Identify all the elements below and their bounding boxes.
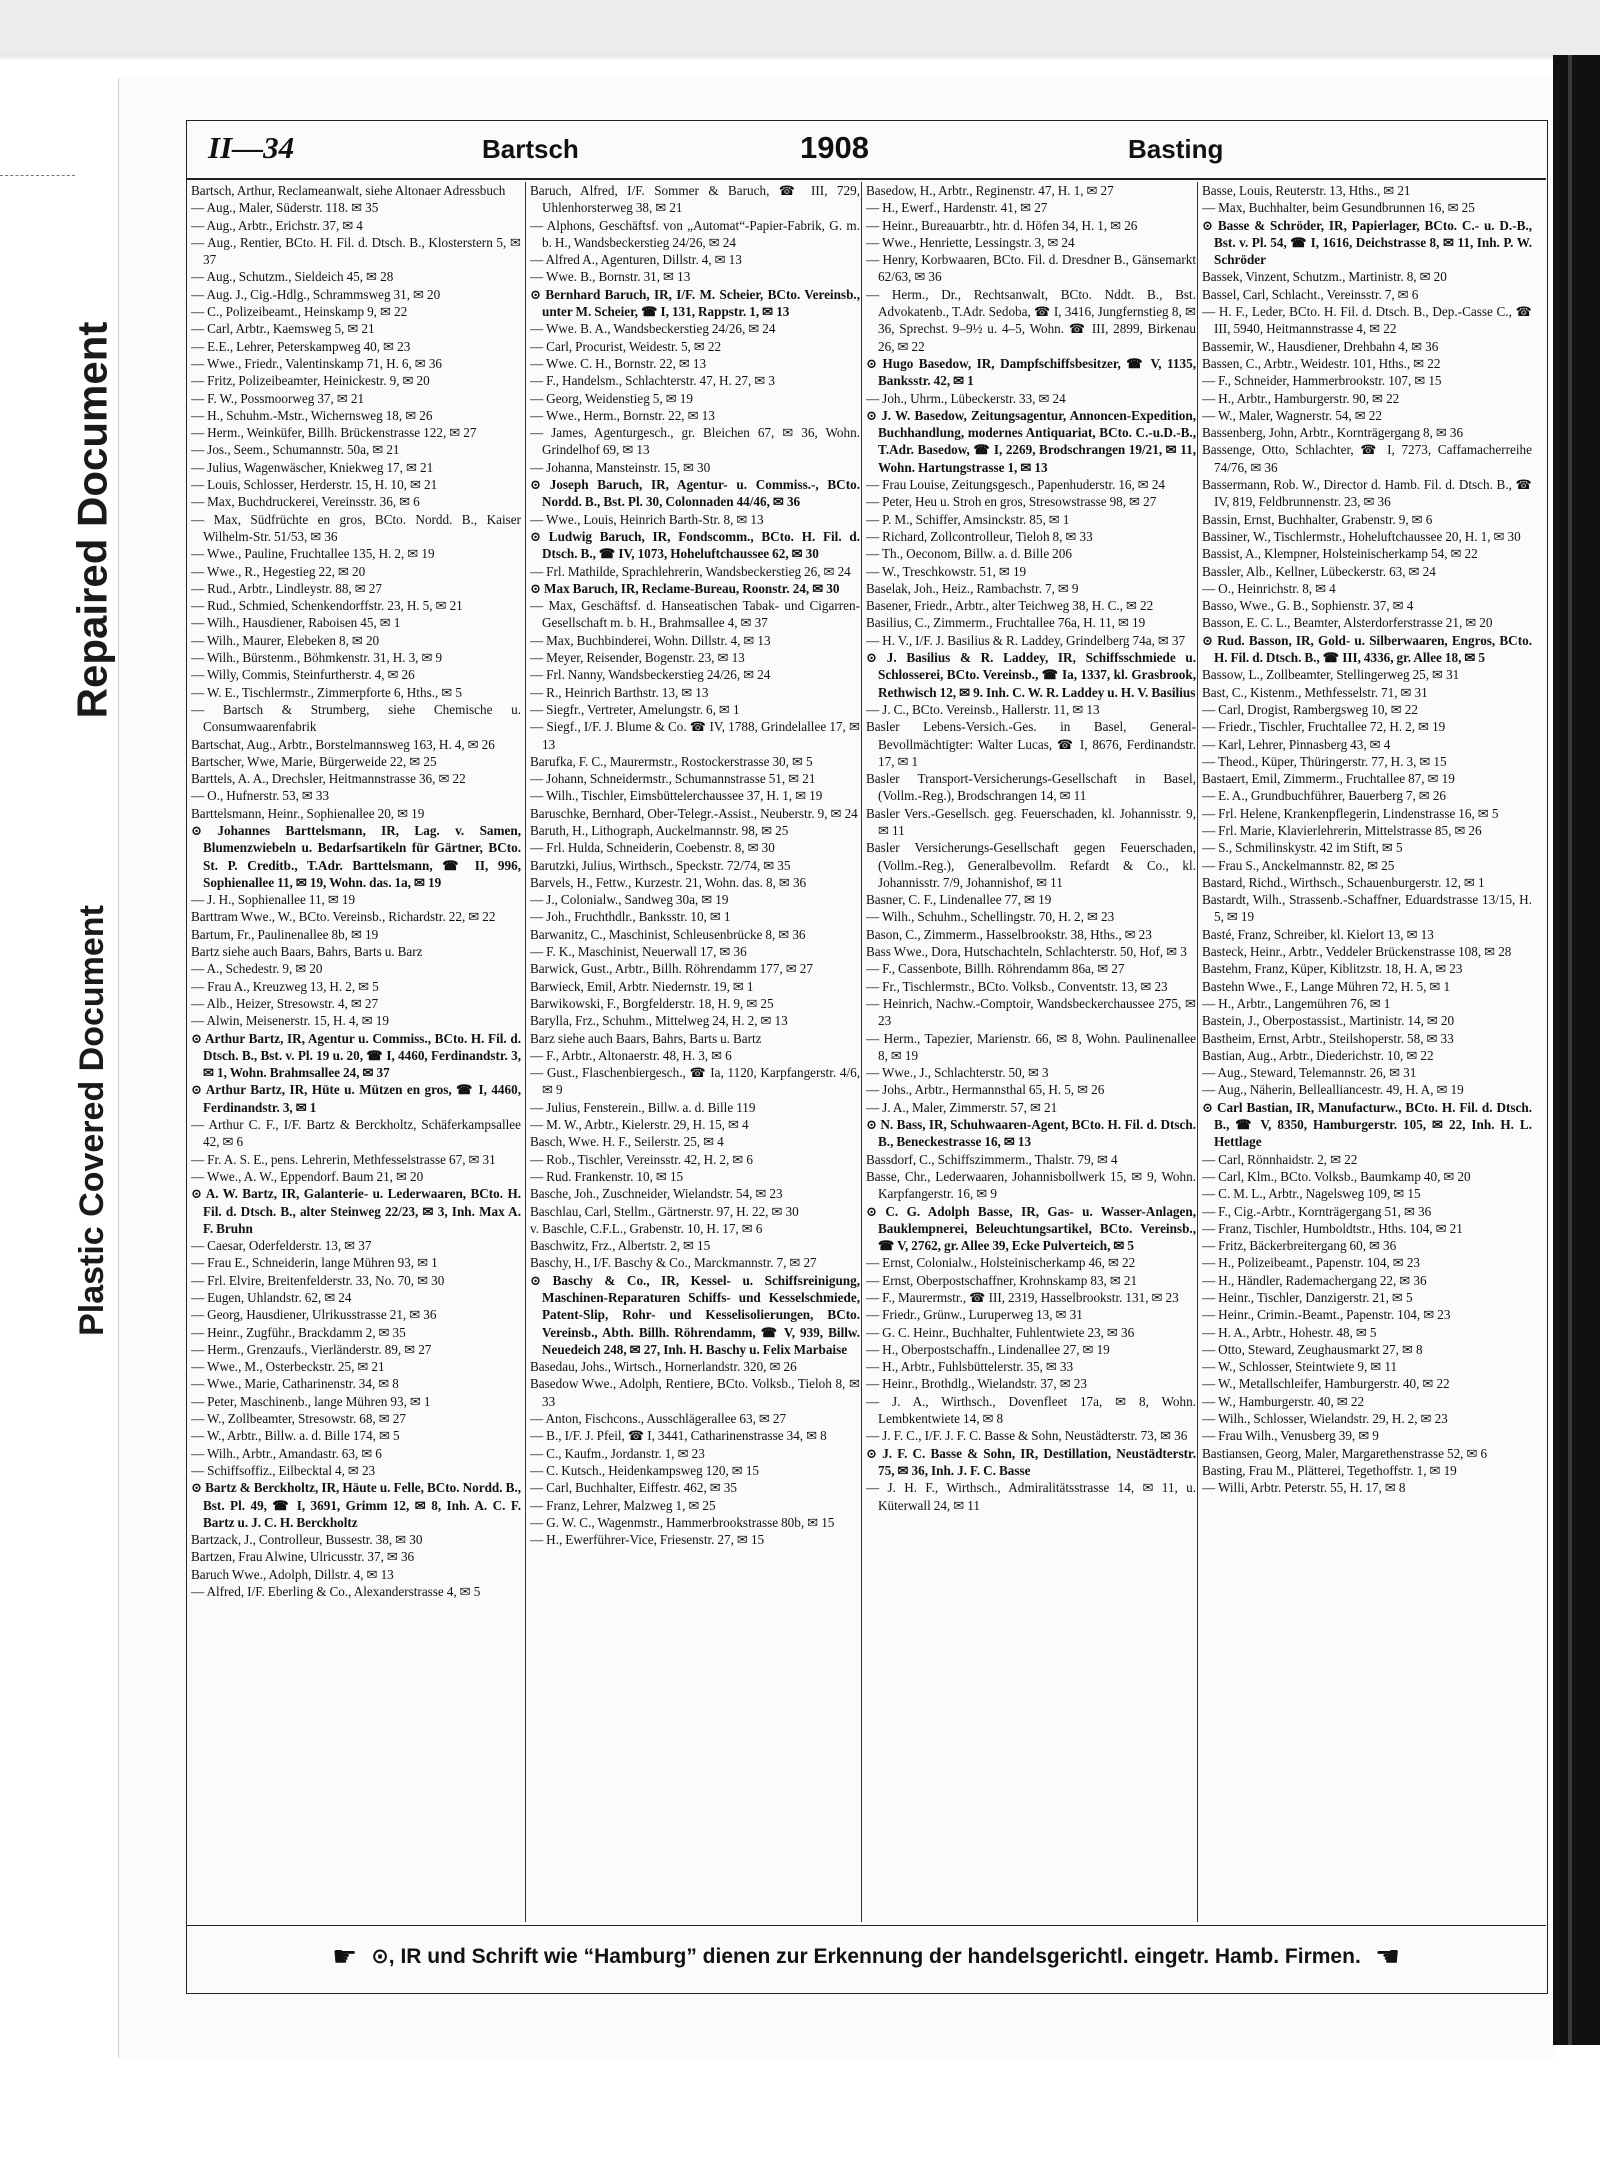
directory-entry: — Max, Südfrüchte en gros, BCto. Nordd. B., Kaiser Wilhelm-Str. 51/53, ✉ 36 (191, 511, 521, 544)
directory-entry: — Frl. Marie, Klavierlehrerin, Mittelstrasse 85, ✉ 26 (1202, 822, 1482, 838)
column-divider (861, 182, 862, 1922)
directory-entry: — Karl, Lehrer, Pinnasberg 43, ✉ 4 (1202, 736, 1391, 752)
directory-entry: — Meyer, Reisender, Bogenstr. 23, ✉ 13 (530, 650, 745, 666)
directory-entry: — Frl. Nanny, Wandsbeckerstieg 24/26, ✉ 24 (530, 667, 771, 683)
directory-entry: — Frau S., Anckelmannstr. 82, ✉ 25 (1202, 857, 1395, 873)
directory-entry: — Aug., Steward, Telemannstr. 26, ✉ 31 (1202, 1065, 1417, 1081)
directory-entry: — Siegf., I/F. J. Blume & Co. ☎ IV, 1788, Grindelallee 17, ✉ 13 (530, 719, 860, 752)
directory-entry: Barttelsmann, Heinr., Sophienallee 20, ✉ 19 (191, 805, 425, 821)
directory-entry: Baschwitz, Frz., Albertstr. 2, ✉ 15 (530, 1238, 711, 1254)
directory-entry: — R., Heinrich Barthstr. 13, ✉ 13 (530, 684, 709, 700)
directory-entry: — Frau E., Schneiderin, lange Mühren 93, ✉ 1 (191, 1255, 438, 1271)
directory-entry: Basse, Louis, Reuterstr. 13, Hths., ✉ 21 (1202, 183, 1411, 198)
directory-entry: — W., Treschkowstr. 51, ✉ 19 (866, 563, 1027, 579)
directory-year: 1908 (800, 130, 869, 165)
directory-entry: — Wwe., A. W., Eppendorf. Baum 21, ✉ 20 (191, 1168, 424, 1184)
directory-entry: — Wwe., J., Schlachterstr. 50, ✉ 3 (866, 1065, 1049, 1081)
column-1 (191, 182, 521, 1922)
directory-entry: — Ernst, Colonialw., Holsteinischerkamp 46, ✉ 22 (866, 1255, 1136, 1271)
directory-entry: Bartsch, Arthur, Reclameanwalt, siehe Altonaer Adressbuch (191, 183, 506, 198)
directory-entry: Barwieck, Emil, Arbtr. Niedernstr. 19, ✉ 1 (530, 978, 754, 994)
directory-entry: — J. H. F., Wirthsch., Admiralitätsstrasse 14, ✉ 11, u. Küterwall 24, ✉ 11 (866, 1480, 1196, 1513)
plastic-covered-text: Plastic Covered Document (72, 904, 111, 1336)
directory-entry: — Bartsch & Strumberg, siehe Chemische u. Consumwaarenfabrik (191, 701, 521, 735)
directory-entry: Basedau, Johs., Wirtsch., Hornerlandstr. 320, ✉ 26 (530, 1359, 797, 1375)
directory-entry: — Louis, Schlosser, Herderstr. 15, H. 10, ✉ 21 (191, 477, 438, 493)
directory-entry: — A., Schedestr. 9, ✉ 20 (191, 961, 323, 977)
directory-entry: Bastiansen, Georg, Maler, Margarethenstrasse 52, ✉ 6 (1202, 1445, 1488, 1461)
directory-entry: Bastein, J., Oberpostassist., Martinistr. 14, ✉ 20 (1202, 1013, 1455, 1029)
directory-entry: — H. F., Leder, BCto. H. Fil. d. Dtsch. B., Dep.-Casse C., ☎ III, 5940, Heitmannstrasse 4, ✉ 22 (1202, 304, 1532, 337)
header-rule (186, 178, 1546, 180)
directory-entry: — H., Arbtr., Langemühren 76, ✉ 1 (1202, 995, 1391, 1011)
directory-entry: Bartzen, Frau Alwine, Ulricusstr. 37, ✉ 36 (191, 1549, 415, 1565)
directory-entry: — Carl, Klm., BCto. Volksb., Baumkamp 40, ✉ 20 (1202, 1168, 1471, 1184)
directory-entry: ⊙ Johannes Barttelsmann, IR, Lag. v. Samen, Blumenzwiebeln u. Bedarfsartikeln für Gärtner, BCto. St. P. Creditb., T.Adr. Barttelsmann, ☎ II, 996, Sophienallee 11, ✉ 19, Wohn. das. 1a, ✉ 19 (191, 822, 521, 890)
directory-entry: — J. A., Wirthsch., Dovenfleet 17a, ✉ 8, Wohn. Lembkentwiete 14, ✉ 8 (866, 1393, 1196, 1427)
directory-entry: — E. A., Grundbuchführer, Bauerberg 7, ✉ 26 (1202, 788, 1447, 804)
scanner-bar-shadow (0, 55, 1600, 61)
directory-entry: Bassow, L., Zollbeamter, Stellingerweg 25, ✉ 31 (1202, 667, 1460, 683)
directory-entry: Bassermann, Rob. W., Director d. Hamb. Fil. d. Dtsch. B., ☎ IV, 819, Feldbrunnenstr. 23, ✉ 36 (1202, 477, 1532, 510)
directory-entry: — G. W. C., Wagenmstr., Hammerbrookstrasse 80b, ✉ 15 (530, 1514, 835, 1530)
directory-entry: ⊙ Ludwig Baruch, IR, Fondscomm., BCto. H. Fil. d. Dtsch. B., ☎ IV, 1073, Hoheluftchaussee 62, ✉ 30 (530, 528, 860, 562)
directory-entry: Barttels, A. A., Drechsler, Heitmannstrasse 36, ✉ 22 (191, 771, 466, 787)
directory-entry: — Carl, Arbtr., Kaemsweg 5, ✉ 21 (191, 321, 375, 337)
directory-entry: — Fr. A. S. E., pens. Lehrerin, Methfesselstrasse 67, ✉ 31 (191, 1151, 496, 1167)
page-header (186, 122, 1546, 178)
directory-entry: — James, Agenturgesch., gr. Bleichen 67, ✉ 36, Wohn. Grindelhof 69, ✉ 13 (530, 425, 860, 458)
directory-entry: ⊙ Hugo Basedow, IR, Dampfschiffsbesitzer, ☎ V, 1135, Banksstr. 42, ✉ 1 (866, 355, 1196, 389)
directory-entry: — Friedr., Grünw., Luruperweg 13, ✉ 31 (866, 1307, 1083, 1323)
directory-entry: — Jos., Seem., Schumannstr. 50a, ✉ 21 (191, 442, 400, 458)
pointing-hand-icon: ☛ (1374, 1940, 1400, 1972)
directory-entry: Basler Lebens-Versich.-Ges. in Basel, General-Bevollmächtigter: Walter Lucas, ☎ I, 8676, Ferdinandstr. 17, ✉ 1 (866, 719, 1196, 769)
directory-entry: ⊙ Bernhard Baruch, IR, I/F. M. Scheier, BCto. Vereinsb., unter M. Scheier, ☎ I, 131, Rappstr. 1, ✉ 13 (530, 286, 860, 320)
directory-entry: Bassin, Ernst, Buchhalter, Grabenstr. 9, ✉ 6 (1202, 511, 1433, 527)
directory-entry: Bassenberg, John, Arbtr., Kornträgergang 8, ✉ 36 (1202, 425, 1464, 441)
directory-entry: Bartum, Fr., Paulinenallee 8b, ✉ 19 (191, 926, 379, 942)
directory-entry: — J. A., Maler, Zimmerstr. 57, ✉ 21 (866, 1099, 1058, 1115)
directory-entry: Basse, Chr., Lederwaaren, Johannisbollwerk 15, ✉ 9, Wohn. Karpfangerstr. 16, ✉ 9 (866, 1168, 1196, 1202)
directory-entry: — W., Schlosser, Steintwiete 9, ✉ 11 (1202, 1359, 1398, 1375)
column-2 (530, 182, 860, 1922)
directory-entry: — H. A., Arbtr., Hohestr. 48, ✉ 5 (1202, 1324, 1377, 1340)
directory-entry: — F., Arbtr., Altonaerstr. 48, H. 3, ✉ 6 (530, 1047, 732, 1063)
directory-entry: — Gust., Flaschenbiergesch., ☎ Ia, 1120, Karpfangerstr. 4/6, ✉ 9 (530, 1065, 860, 1098)
directory-entry: — Carl, Buchhalter, Eiffestr. 462, ✉ 35 (530, 1480, 737, 1496)
directory-entry: — Frau A., Kreuzweg 13, H. 2, ✉ 5 (191, 978, 379, 994)
directory-entry: — Wwe., Pauline, Fruchtallee 135, H. 2, ✉ 19 (191, 546, 435, 562)
directory-entry: — Carl, Rönnhaidstr. 2, ✉ 22 (1202, 1151, 1358, 1167)
directory-entry: — W., Metallschleifer, Hamburgerstr. 40, ✉ 22 (1202, 1376, 1450, 1392)
directory-entry: — Max, Buchdruckerei, Vereinsstr. 36, ✉ 6 (191, 494, 420, 510)
plastic-covered-label (62, 810, 122, 1430)
directory-entry: — Wilh., Arbtr., Amandastr. 63, ✉ 6 (191, 1445, 382, 1461)
directory-entry: — Fr., Tischlermstr., BCto. Volksb., Conventstr. 13, ✉ 23 (866, 978, 1168, 994)
directory-entry: — W. E., Tischlermstr., Zimmerpforte 6, Hths., ✉ 5 (191, 684, 462, 700)
directory-entry: — O., Heinrichstr. 8, ✉ 4 (1202, 580, 1336, 596)
directory-entry: — Frl. Mathilde, Sprachlehrerin, Wandsbeckerstieg 26, ✉ 24 (530, 563, 851, 579)
directory-entry: Baruch, Alfred, I/F. Sommer & Baruch, ☎ III, 729, Uhlenhorsterweg 38, ✉ 21 (530, 183, 860, 216)
directory-entry: — F., Handelsm., Schlachterstr. 47, H. 27, ✉ 3 (530, 373, 775, 389)
directory-entry: — Wilh., Maurer, Elebeken 8, ✉ 20 (191, 632, 380, 648)
directory-entry: — J., Colonialw., Sandweg 30a, ✉ 19 (530, 892, 729, 908)
directory-entry: Basler Vers.-Gesellsch. geg. Feuerschaden, kl. Johannisstr. 9, ✉ 11 (866, 805, 1196, 838)
directory-entry: — H., Polizeibeamt., Papenstr. 104, ✉ 23 (1202, 1255, 1421, 1271)
directory-entry: — Schiffsoffiz., Eilbecktal 4, ✉ 23 (191, 1462, 376, 1478)
directory-entry: ⊙ N. Bass, IR, Schuhwaaren-Agent, BCto. H. Fil. d. Dtsch. B., Beneckestrasse 16, ✉ 13 (866, 1117, 1196, 1150)
directory-entry: ⊙ Max Baruch, IR, Reclame-Bureau, Roonstr. 24, ✉ 30 (530, 580, 840, 596)
directory-entry: Bassdorf, C., Schiffszimmerm., Thalstr. 79, ✉ 4 (866, 1151, 1118, 1167)
directory-entry: Bassler, Alb., Kellner, Lübeckerstr. 63, ✉ 24 (1202, 563, 1436, 579)
directory-entry: — Richard, Zollcontrolleur, Tieloh 8, ✉ 33 (866, 528, 1093, 544)
repaired-document-label (62, 220, 122, 820)
footer-rule (186, 1925, 1546, 1926)
directory-entry: — Alb., Heizer, Stresowstr. 4, ✉ 27 (191, 995, 379, 1011)
directory-entry: — F., Cig.-Arbtr., Kornträgergang 51, ✉ 36 (1202, 1203, 1432, 1219)
directory-entry: — Wilh., Schuhm., Schellingstr. 70, H. 2, ✉ 23 (866, 909, 1115, 925)
directory-entry: — Herm., Weinküfer, Billh. Brückenstrasse 122, ✉ 27 (191, 425, 477, 441)
directory-entry: Barwanitz, C., Maschinist, Schleusenbrücke 8, ✉ 36 (530, 926, 806, 942)
directory-entry: ⊙ Carl Bastian, IR, Manufacturw., BCto. H. Fil. d. Dtsch. B., ☎ V, 8350, Hamburgerstr. 105, ✉ 22, Inh. H. L. Hettlage (1202, 1099, 1532, 1150)
directory-entry: — Friedr., Tischler, Fruchtallee 72, H. 2, ✉ 19 (1202, 719, 1446, 735)
directory-entry: — Siegfr., Vertreter, Amelungstr. 6, ✉ 1 (530, 701, 740, 717)
directory-entry: Barufka, F. C., Maurermstr., Rostockerstrasse 30, ✉ 5 (530, 753, 813, 769)
directory-entry: — Heinr., Crimin.-Beamt., Papenstr. 104, ✉ 23 (1202, 1307, 1451, 1323)
directory-entry: — Aug., Näherin, Bellealliancestr. 49, H. A, ✉ 19 (1202, 1082, 1464, 1098)
directory-entry: ⊙ J. W. Basedow, Zeitungsagentur, Annoncen-Expedition, Buchhandlung, modernes Antiquariat, BCto. C.-u.D.-B., T.Adr. Basedow, ☎ I, 2269, Brodschrangen 19/21, ✉ 11, Wohn. Hartungstrasse 1, ✉ 13 (866, 407, 1196, 475)
directory-entry: — Wwe. B. A., Wandsbeckerstieg 24/26, ✉ 24 (530, 321, 776, 337)
directory-entry: — Wilh., Hausdiener, Raboisen 45, ✉ 1 (191, 615, 401, 631)
directory-entry: Barttram Wwe., W., BCto. Vereinsb., Richardstr. 22, ✉ 22 (191, 909, 496, 925)
directory-entry: — C., Polizeibeamt., Heinskamp 9, ✉ 22 (191, 304, 408, 320)
directory-entry: Basner, C. F., Lindenallee 77, ✉ 19 (866, 892, 1052, 908)
directory-entry: Bastheim, Ernst, Arbtr., Steilshoperstr. 58, ✉ 33 (1202, 1030, 1454, 1046)
directory-entry: — Wwe. C. H., Bornstr. 22, ✉ 13 (530, 355, 707, 371)
directory-entry: — Wwe., Louis, Heinrich Barth-Str. 8, ✉ 13 (530, 511, 764, 527)
directory-entry: — Franz, Tischler, Humboldtstr., Hths. 104, ✉ 21 (1202, 1220, 1463, 1236)
scanner-top-bar (0, 0, 1600, 55)
directory-entry: Bastaert, Emil, Zimmerm., Fruchtallee 87, ✉ 19 (1202, 771, 1455, 787)
directory-entry: — W., Zollbeamter, Stresowstr. 68, ✉ 27 (191, 1411, 406, 1427)
directory-entry: — Georg, Weidenstieg 5, ✉ 19 (530, 390, 693, 406)
directory-entry: Bartschat, Aug., Arbtr., Borstelmannsweg 163, H. 4, ✉ 26 (191, 736, 495, 752)
directory-entry: Bassek, Vinzent, Schutzm., Martinistr. 8, ✉ 20 (1202, 269, 1447, 285)
directory-entry: Basedow, H., Arbtr., Reginenstr. 47, H. 1, ✉ 27 (866, 183, 1114, 198)
directory-entry: — Heinr., Zugführ., Brackdamm 2, ✉ 35 (191, 1324, 406, 1340)
directory-entry: Basting, Frau M., Plätterei, Tegethoffstr. 1, ✉ 19 (1202, 1462, 1457, 1478)
directory-entry: — Heinr., Tischler, Danzigerstr. 21, ✉ 5 (1202, 1290, 1413, 1305)
repaired-document-text: Repaired Document (68, 321, 115, 719)
directory-entry: Basedow Wwe., Adolph, Rentiere, BCto. Volksb., Tieloh 8, ✉ 33 (530, 1376, 860, 1409)
directory-entry: Basteck, Heinr., Arbtr., Veddeler Brückenstrasse 108, ✉ 28 (1202, 944, 1512, 960)
directory-entry: — Heinr., Bureauarbtr., htr. d. Höfen 34, H. 1, ✉ 26 (866, 217, 1138, 233)
directory-entry: — Peter, Maschinenb., lange Mühren 93, ✉ 1 (191, 1393, 431, 1409)
directory-entry: Basilius, C., Zimmerm., Fruchtallee 76a, H. 11, ✉ 19 (866, 615, 1146, 631)
directory-entry: — Johann, Schneidermstr., Schumannstrasse 51, ✉ 21 (530, 771, 816, 787)
directory-entry: — Joh., Uhrm., Lübeckerstr. 33, ✉ 24 (866, 390, 1066, 406)
directory-entry: Basener, Friedr., Arbtr., alter Teichweg 38, H. C., ✉ 22 (866, 598, 1154, 614)
directory-entry: — J. F. C., I/F. J. F. C. Basse & Sohn, Neustädterstr. 73, ✉ 36 (866, 1428, 1188, 1444)
directory-entry: — P. M., Schiffer, Amsinckstr. 85, ✉ 1 (866, 511, 1070, 527)
page-footer (186, 1930, 1546, 1982)
directory-entry: — Heinrich, Nachw.-Comptoir, Wandsbeckerchaussee 275, ✉ 23 (866, 995, 1196, 1029)
directory-entry: ⊙ Rud. Basson, IR, Gold- u. Silberwaaren, Engros, BCto. H. Fil. d. Dtsch. B., ☎ III, 4336, gr. Allee 18, ✉ 5 (1202, 632, 1532, 666)
directory-entry: — Peter, Heu u. Stroh en gros, Stresowstrasse 98, ✉ 27 (866, 494, 1157, 510)
page-number: II—34 (208, 130, 295, 165)
directory-entry: — Wwe., Friedr., Valentinskamp 71, H. 6, ✉ 36 (191, 355, 443, 371)
pointing-hand-icon: ☛ (332, 1940, 358, 1972)
directory-entry: — F. K., Maschinist, Neuerwall 17, ✉ 36 (530, 944, 747, 960)
directory-entry: — F., Maurermstr., ☎ III, 2319, Hasselbrookstr. 131, ✉ 23 (866, 1290, 1179, 1305)
directory-entry: — Fritz, Bäckerbreitergang 60, ✉ 36 (1202, 1238, 1397, 1254)
directory-entry: — Johanna, Mansteinstr. 15, ✉ 30 (530, 459, 711, 475)
directory-entry: ⊙ J. F. C. Basse & Sohn, IR, Destillation, Neustädterstr. 75, ✉ 36, Inh. J. F. C. Basse (866, 1445, 1196, 1478)
directory-entry: — Rob., Tischler, Vereinsstr. 42, H. 2, ✉ 6 (530, 1151, 753, 1167)
directory-entry: Bassel, Carl, Schlacht., Vereinsstr. 7, ✉ 6 (1202, 286, 1419, 302)
directory-entry: — Max, Buchbinderei, Wohn. Dillstr. 4, ✉ 13 (530, 632, 771, 648)
directory-entry: Barutzki, Julius, Wirthsch., Speckstr. 72/74, ✉ 35 (530, 857, 791, 873)
directory-entry: — Frl. Hulda, Schneiderin, Coebenstr. 8, ✉ 30 (530, 840, 775, 856)
directory-entry: — Aug., Arbtr., Erichstr. 37, ✉ 4 (191, 217, 363, 233)
directory-entry: — E.E., Lehrer, Peterskampweg 40, ✉ 23 (191, 338, 411, 354)
directory-entry: Baschlau, Carl, Stellm., Gärtnerstr. 97, H. 22, ✉ 30 (530, 1203, 799, 1219)
directory-entry: — Wwe., Marie, Catharinenstr. 34, ✉ 8 (191, 1376, 399, 1392)
directory-entry: — F., Schneider, Hammerbrookstr. 107, ✉ 15 (1202, 373, 1442, 389)
directory-entry: Bastehn Wwe., F., Lange Mühren 72, H. 5, ✉ 1 (1202, 978, 1451, 994)
directory-entry: — Herm., Grenzaufs., Vierländerstr. 89, ✉ 27 (191, 1341, 432, 1357)
directory-entry: — C. Kutsch., Heidenkampsweg 120, ✉ 15 (530, 1462, 760, 1478)
directory-entry: — Eugen, Uhlandstr. 62, ✉ 24 (191, 1290, 352, 1305)
directory-entry: — Franz, Lehrer, Malzweg 1, ✉ 25 (530, 1497, 716, 1513)
directory-entry: ⊙ Basse & Schröder, IR, Papierlager, BCto. C.- u. D.-B., Bst. v. Pl. 54, ☎ I, 1616, Deichstrasse 8, ✉ 11, Inh. P. W. Schröder (1202, 217, 1532, 268)
directory-entry: — O., Hufnerstr. 53, ✉ 33 (191, 788, 330, 804)
directory-entry: — Rud., Arbtr., Lindleystr. 88, ✉ 27 (191, 580, 382, 596)
directory-entry: — Julius, Wagenwäscher, Kniekweg 17, ✉ 21 (191, 459, 434, 475)
directory-entry: ⊙ J. Basilius & R. Laddey, IR, Schiffsschmiede u. Schlosserei, BCto. Vereinsb., ☎ Ia, 1337, kl. Grasbrook, Rethwisch 12, ✉ 9. Inh. C. W. R. Laddey u. H. V. Basilius (866, 650, 1196, 700)
directory-entry: — F., Cassenbote, Billh. Röhrendamm 86a, ✉ 27 (866, 961, 1125, 977)
directory-entry: — Wilh., Tischler, Eimsbüttelerchaussee 37, H. 1, ✉ 19 (530, 788, 823, 804)
directory-entry: — H., Ewerführer-Vice, Friesenstr. 27, ✉ 15 (530, 1532, 765, 1548)
directory-entry: — H. V., I/F. J. Basilius & R. Laddey, Grindelberg 74a, ✉ 37 (866, 632, 1186, 648)
directory-entry: — Johs., Arbtr., Hermannsthal 65, H. 5, ✉ 26 (866, 1082, 1105, 1098)
directory-entry: — Georg, Hausdiener, Ulrikusstrasse 21, ✉ 36 (191, 1307, 437, 1323)
directory-entry: Bassist, A., Klempner, Holsteinischerkamp 54, ✉ 22 (1202, 546, 1478, 562)
directory-entry: — J. C., BCto. Vereinsb., Hallerstr. 11, ✉ 13 (866, 701, 1100, 717)
directory-entry: — Wwe., M., Osterbeckstr. 25, ✉ 21 (191, 1359, 385, 1375)
directory-entry: — Alfred A., Agenturen, Dillstr. 4, ✉ 13 (530, 252, 742, 268)
directory-entry: Bassemir, W., Hausdiener, Drehbahn 4, ✉ 36 (1202, 338, 1439, 354)
directory-entry: Bartz siehe auch Baars, Bahrs, Barts u. Barz (191, 944, 423, 960)
directory-entry: Baselak, Joh., Heiz., Rambachstr. 7, ✉ 9 (866, 580, 1079, 596)
directory-entry: Barwikowski, F., Borgfelderstr. 18, H. 9, ✉ 25 (530, 995, 774, 1011)
directory-entry: — W., Maler, Wagnerstr. 54, ✉ 22 (1202, 407, 1382, 423)
directory-entry: — Herm., Tapezier, Marienstr. 66, ✉ 8, Wohn. Paulinenallee 8, ✉ 19 (866, 1030, 1196, 1063)
directory-entry: — Caesar, Oderfelderstr. 13, ✉ 37 (191, 1238, 372, 1254)
archive-label-strip (62, 90, 122, 2140)
directory-entry: ⊙ A. W. Bartz, IR, Galanterie- u. Lederwaaren, BCto. H. Fil. d. Dtsch. B., alter Steinweg 22/23, ✉ 3, Inh. Max A. F. Bruhn (191, 1186, 521, 1236)
directory-entry: — B., I/F. J. Pfeil, ☎ I, 3441, Catharinenstrasse 34, ✉ 8 (530, 1428, 827, 1444)
directory-entry: — Herm., Dr., Rechtsanwalt, BCto. Nddt. B., Bst. Advokatenb., T.Adr. Sedoba, ☎ I, 3416, Jungfernstieg 8, ✉ 36, Sprechst. 9–9½ u. 4–5, Wohn. ☎ III, 2899, Birkenau 26, ✉ 22 (866, 286, 1196, 354)
last-entry-keyword: Basting (1128, 134, 1224, 164)
column-divider (525, 182, 526, 1922)
directory-entry: — G. C. Heinr., Buchhalter, Fuhlentwiete 23, ✉ 36 (866, 1324, 1135, 1340)
directory-entry: — S., Schmilinskystr. 42 im Stift, ✉ 5 (1202, 840, 1403, 856)
directory-entry: ⊙ Arthur Bartz, IR, Agentur u. Commiss., BCto. H. Fil. d. Dtsch. B., Bst. v. Pl. 19 u. 20, ☎ I, 4460, Ferdinandstr. 3, ✉ 1, Wohn. Brahmsallee 24, ✉ 37 (191, 1030, 521, 1081)
directory-entry: — Alphons, Geschäftsf. von „Automat“-Papier-Fabrik, G. m. b. H., Wandsbeckerstieg 24/26, ✉ 24 (530, 217, 860, 250)
directory-entry: — H., Oberpostschaffn., Lindenallee 27, ✉ 19 (866, 1341, 1110, 1357)
directory-entry: — H., Schuhm.-Mstr., Wichernsweg 18, ✉ 26 (191, 407, 433, 423)
directory-entry: Basche, Joh., Zuschneider, Wielandstr. 54, ✉ 23 (530, 1186, 783, 1202)
directory-entry: — Th., Oeconom, Billw. a. d. Bille 206 (866, 546, 1072, 562)
directory-entry: — W., Arbtr., Billw. a. d. Bille 174, ✉ 5 (191, 1428, 400, 1444)
directory-entry: — Joh., Fruchthdlr., Banksstr. 10, ✉ 1 (530, 909, 731, 925)
directory-entry: — Frau Wilh., Venusberg 39, ✉ 9 (1202, 1428, 1379, 1444)
directory-entry: ⊙ C. G. Adolph Basse, IR, Gas- u. Wasser-Anlagen, Bauklempnerei, Beleuchtungsartikel, BCto. Vereinsb., ☎ V, 2762, gr. Allee 39, Ecke Pulverteich, ✉ 5 (866, 1203, 1196, 1254)
directory-entry: Barwick, Gust., Arbtr., Billh. Röhrendamm 177, ✉ 27 (530, 961, 813, 977)
directory-entry: Bassiner, W., Tischlermstr., Hoheluftchaussee 20, H. 1, ✉ 30 (1202, 528, 1521, 544)
directory-entry: — Frau Louise, Zeitungsgesch., Papenhuderstr. 16, ✉ 24 (866, 477, 1166, 493)
directory-entry: Bassenge, Otto, Schlachter, ☎ I, 7273, Caffamacherreihe 74/76, ✉ 36 (1202, 442, 1532, 475)
directory-entry: — J. H., Sophienallee 11, ✉ 19 (191, 892, 356, 908)
directory-entry: Barvels, H., Fettw., Kurzestr. 21, Wohn. das. 8, ✉ 36 (530, 874, 807, 890)
directory-entry: Baschy, H., I/F. Baschy & Co., Marckmannstr. 7, ✉ 27 (530, 1255, 817, 1271)
directory-entry: — Wilh., Schlosser, Wielandstr. 29, H. 2, ✉ 23 (1202, 1411, 1448, 1427)
directory-entry: — Frl. Helene, Krankenpflegerin, Lindenstrasse 16, ✉ 5 (1202, 805, 1499, 821)
directory-entry: Bassen, C., Arbtr., Weidestr. 101, Hths., ✉ 22 (1202, 355, 1441, 371)
directory-entry: Bast, C., Kistenm., Methfesselstr. 71, ✉ 31 (1202, 684, 1428, 700)
directory-entry: — Aug., Schutzm., Sieldeich 45, ✉ 28 (191, 269, 394, 285)
directory-entry: Bartscher, Wwe, Marie, Bürgerweide 22, ✉ 25 (191, 753, 437, 769)
directory-entry: Basso, Wwe., G. B., Sophienstr. 37, ✉ 4 (1202, 598, 1414, 614)
directory-entry: ⊙ Joseph Baruch, IR, Agentur- u. Commiss.-, BCto. Nordd. B., Bst. Pl. 30, Colonnaden 44/46, ✉ 36 (530, 477, 860, 510)
directory-entry: — H., Arbtr., Fuhlsbüttelerstr. 35, ✉ 33 (866, 1359, 1074, 1375)
directory-entry: — Wwe., Henriette, Lessingstr. 3, ✉ 24 (866, 234, 1075, 250)
directory-entry: — Carl, Procurist, Weidestr. 5, ✉ 22 (530, 338, 722, 354)
directory-entry: — Willi, Arbtr. Peterstr. 55, H. 17, ✉ 8 (1202, 1480, 1406, 1496)
directory-entry: — H., Arbtr., Hamburgerstr. 90, ✉ 22 (1202, 390, 1400, 406)
directory-entry: Bass Wwe., Dora, Hutschachteln, Schlachterstr. 50, Hof, ✉ 3 (866, 944, 1187, 960)
directory-entry: — Aug., Maler, Süderstr. 118. ✉ 35 (191, 200, 379, 216)
directory-entry: — Henry, Korbwaaren, BCto. Fil. d. Dresdner B., Gänsemarkt 62/63, ✉ 36 (866, 252, 1196, 285)
directory-entry: — Aug., Rentier, BCto. H. Fil. d. Dtsch. B., Klosterstern 5, ✉ 37 (191, 234, 521, 268)
directory-entry: — Arthur C. F., I/F. Bartz & Berckholtz, Schäferkampsallee 42, ✉ 6 (191, 1117, 521, 1150)
directory-entry: — C., Kaufm., Jordanstr. 1, ✉ 23 (530, 1445, 705, 1461)
directory-entry: Bastardt, Wilh., Strassenb.-Schaffner, Eduardstrasse 13/15, H. 5, ✉ 19 (1202, 892, 1532, 925)
directory-entry: Basch, Wwe. H. F., Seilerstr. 25, ✉ 4 (530, 1134, 724, 1150)
book-gutter-shadow (1553, 55, 1600, 2045)
directory-entry: — Wwe. B., Bornstr. 31, ✉ 13 (530, 269, 691, 285)
directory-entry: — Max, Geschäftsf. d. Hanseatischen Tabak- und Cigarren-Gesellschaft m. b. H., Brahmsallee 4, ✉ 37 (530, 598, 860, 631)
directory-entry: — Carl, Drogist, Rambergsweg 10, ✉ 22 (1202, 701, 1418, 717)
directory-entry: Bason, C., Zimmerm., Hasselbrookstr. 38, Hths., ✉ 23 (866, 926, 1152, 942)
directory-entry: — Heinr., Brothdlg., Wielandstr. 37, ✉ 23 (866, 1376, 1087, 1392)
directory-entry: — Wwe., Herm., Bornstr. 22, ✉ 13 (530, 407, 715, 423)
directory-entry: Baruschke, Bernhard, Ober-Telegr.-Assist., Neuberstr. 9, ✉ 24 (530, 805, 858, 821)
directory-entry: — Ernst, Oberpostschaffner, Krohnskamp 83, ✉ 21 (866, 1272, 1138, 1288)
directory-entry: — Alfred, I/F. Eberling & Co., Alexanderstrasse 4, ✉ 5 (191, 1584, 481, 1600)
directory-entry: ⊙ Arthur Bartz, IR, Hüte u. Mützen en gros, ☎ I, 4460, Ferdinandstr. 3, ✉ 1 (191, 1082, 521, 1115)
directory-entry: — Otto, Steward, Zeughausmarkt 27, ✉ 8 (1202, 1341, 1423, 1357)
directory-entry: — Rud. Frankenstr. 10, ✉ 15 (530, 1168, 684, 1184)
directory-entry: — Julius, Fensterein., Billw. a. d. Bille 119 (530, 1099, 756, 1115)
book-gutter-highlight (1568, 55, 1572, 2045)
directory-entry: Bastian, Aug., Arbtr., Diederichstr. 10, ✉ 22 (1202, 1047, 1434, 1063)
directory-entry: Bastehm, Franz, Küper, Kiblitzstr. 18, H. A, ✉ 23 (1202, 961, 1463, 977)
directory-entry: — Alwin, Meisenerstr. 15, H. 4, ✉ 19 (191, 1013, 389, 1029)
directory-entry: — Wwe., R., Hegestieg 22, ✉ 20 (191, 563, 366, 579)
directory-entry: — Willy, Commis, Steinfurtherstr. 4, ✉ 26 (191, 667, 415, 683)
directory-entry: ⊙ Baschy & Co., IR, Kessel- u. Schiffsreinigung, Maschinen-Reparaturen Schiffs- und Kesselschmiede, Patent-Slip, Rohr- und Kesselisolierungen, BCto. Vereinsb., Abth. Billh. Röhrendamm, ☎ V, 939, Billw. Neuedeich 248, ✉ 27, Inh. H. Baschy u. Felix Marbaise (530, 1272, 860, 1357)
footer-note: ⊙, IR und Schrift wie “Hamburg” dienen zur Erkennung der handelsgerichtl. eingetr. Hamb. Firmen. (371, 1944, 1361, 1968)
directory-entry: — Max, Buchhalter, beim Gesundbrunnen 16, ✉ 25 (1202, 200, 1475, 216)
directory-entry: ⊙ Bartz & Berckholtz, IR, Häute u. Felle, BCto. Nordd. B., Bst. Pl. 49, ☎ I, 3691, Grimm 12, ✉ 8, Inh. A. C. F. Bartz u. J. C. H. Berckholtz (191, 1480, 521, 1530)
directory-entry: — M. W., Arbtr., Kielerstr. 29, H. 15, ✉ 4 (530, 1117, 749, 1133)
directory-entry: Basler Transport-Versicherungs-Gesellschaft in Basel, (Vollm.-Reg.), Brodschrangen 14, ✉ 11 (866, 771, 1196, 804)
directory-entry: — Fritz, Polizeibeamter, Heinickestr. 9, ✉ 20 (191, 373, 430, 389)
directory-entry: Bastard, Richd., Wirthsch., Schauenburgerstr. 12, ✉ 1 (1202, 874, 1485, 890)
directory-entry: — Aug. J., Cig.-Hdlg., Schrammsweg 31, ✉ 20 (191, 286, 441, 302)
directory-entry: Baruth, H., Lithograph, Auckelmannstr. 98, ✉ 25 (530, 822, 789, 838)
directory-entry: — Wilh., Bürstenm., Böhmkenstr. 31, H. 3, ✉ 9 (191, 650, 443, 666)
directory-entry: Basson, E. C. L., Beamter, Alsterdorferstrasse 21, ✉ 20 (1202, 615, 1493, 631)
directory-entry: — H., Händler, Rademachergang 22, ✉ 36 (1202, 1272, 1427, 1288)
directory-entry: Bartzack, J., Controlleur, Bussestr. 38, ✉ 30 (191, 1532, 423, 1548)
directory-entry: — Rud., Schmied, Schenkendorffstr. 23, H. 5, ✉ 21 (191, 598, 463, 614)
directory-entry: — Theod., Küper, Thüringerstr. 77, H. 3, ✉ 15 (1202, 753, 1447, 769)
directory-entry: — F. W., Possmoorweg 37, ✉ 21 (191, 390, 365, 406)
directory-entry: Baruch Wwe., Adolph, Dillstr. 4, ✉ 13 (191, 1566, 394, 1582)
directory-entry: — W., Hamburgerstr. 40, ✉ 22 (1202, 1393, 1365, 1409)
column-3 (866, 182, 1196, 1922)
directory-entry: Barz siehe auch Baars, Bahrs, Barts u. Bartz (530, 1030, 762, 1046)
directory-entry: Barylla, Frz., Schuhm., Mittelweg 24, H. 2, ✉ 13 (530, 1013, 788, 1029)
directory-entry: — Frl. Elvire, Breitenfelderstr. 33, No. 70, ✉ 30 (191, 1272, 445, 1288)
column-4 (1202, 182, 1532, 1922)
directory-entry: — H., Ewerf., Hardenstr. 41, ✉ 27 (866, 200, 1048, 216)
directory-entry: — Anton, Fischcons., Ausschlägerallee 63, ✉ 27 (530, 1411, 787, 1427)
directory-entry: — C. M. L., Arbtr., Nagelsweg 109, ✉ 15 (1202, 1186, 1421, 1202)
directory-entry: v. Baschle, C.F.L., Grabenstr. 10, H. 17, ✉ 6 (530, 1220, 763, 1236)
column-divider (1197, 182, 1198, 1922)
first-entry-keyword: Bartsch (482, 134, 579, 164)
directory-entry: Basté, Franz, Schreiber, kl. Kielort 13, ✉ 13 (1202, 926, 1434, 942)
directory-entry: Basler Versicherungs-Gesellschaft gegen Feuerschaden, (Vollm.-Reg.), Generalbevollm. Refardt & Co., kl. Johannisstr. 7/9, Johannishof, ✉ 11 (866, 840, 1196, 890)
